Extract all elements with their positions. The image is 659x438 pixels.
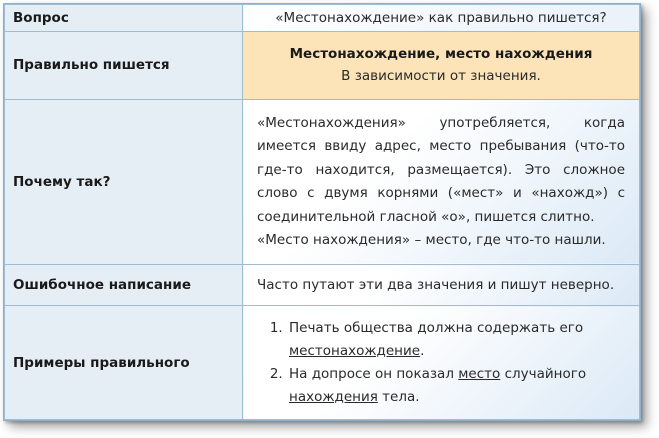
examples-list — [257, 317, 625, 409]
example-2-underlined-1: место — [458, 365, 501, 382]
correct-answer-cell — [243, 31, 640, 99]
example-2-underlined-2: нахождения — [289, 388, 378, 405]
correct-label: Правильно пишется — [5, 31, 243, 99]
why-explanation-cell — [243, 99, 640, 264]
spelling-info-table — [4, 4, 640, 420]
table-row-examples — [5, 306, 640, 420]
question-value: «Местонахождение» как правильно пишется? — [243, 5, 640, 32]
example-item-2 — [287, 363, 625, 409]
table-row-question — [5, 5, 640, 32]
examples-label: Примеры правильного — [5, 306, 243, 420]
example-1-text: Печать общества должна содержать его — [289, 319, 584, 336]
correct-answer-main: Местонахождение, место нахождения — [289, 46, 593, 63]
mistake-label: Ошибочное написание — [5, 265, 243, 306]
example-2-text: На допросе он показал — [289, 365, 459, 382]
table-row-correct — [5, 31, 640, 99]
correct-answer-sub: В зависимости от значения. — [341, 68, 541, 85]
why-paragraph-2: «Место нахождения» – место, где что-то нашли. — [257, 232, 606, 249]
example-1-end: . — [420, 342, 425, 359]
why-label: Почему так? — [5, 99, 243, 264]
example-1-underlined: местонахождение — [289, 342, 421, 359]
question-label: Вопрос — [5, 5, 243, 32]
mistake-value: Часто путают эти два значения и пишут неверно. — [243, 265, 640, 306]
examples-cell — [243, 306, 640, 420]
info-table-frame — [3, 3, 641, 421]
example-item-1 — [287, 317, 625, 363]
table-row-mistake — [5, 265, 640, 306]
why-paragraph-1: «Местонахождения» употребляется, когда имеется ввиду адрес, место пребывания (что-то где-то находится, размещается). Это сложное слово с двумя корнями («мест» и «нахожд») с соединительной гласной «о», пишется слитно. — [257, 114, 625, 225]
table-row-why — [5, 99, 640, 264]
example-2-middle: случайного — [500, 365, 587, 382]
example-2-end: тела. — [377, 388, 420, 405]
